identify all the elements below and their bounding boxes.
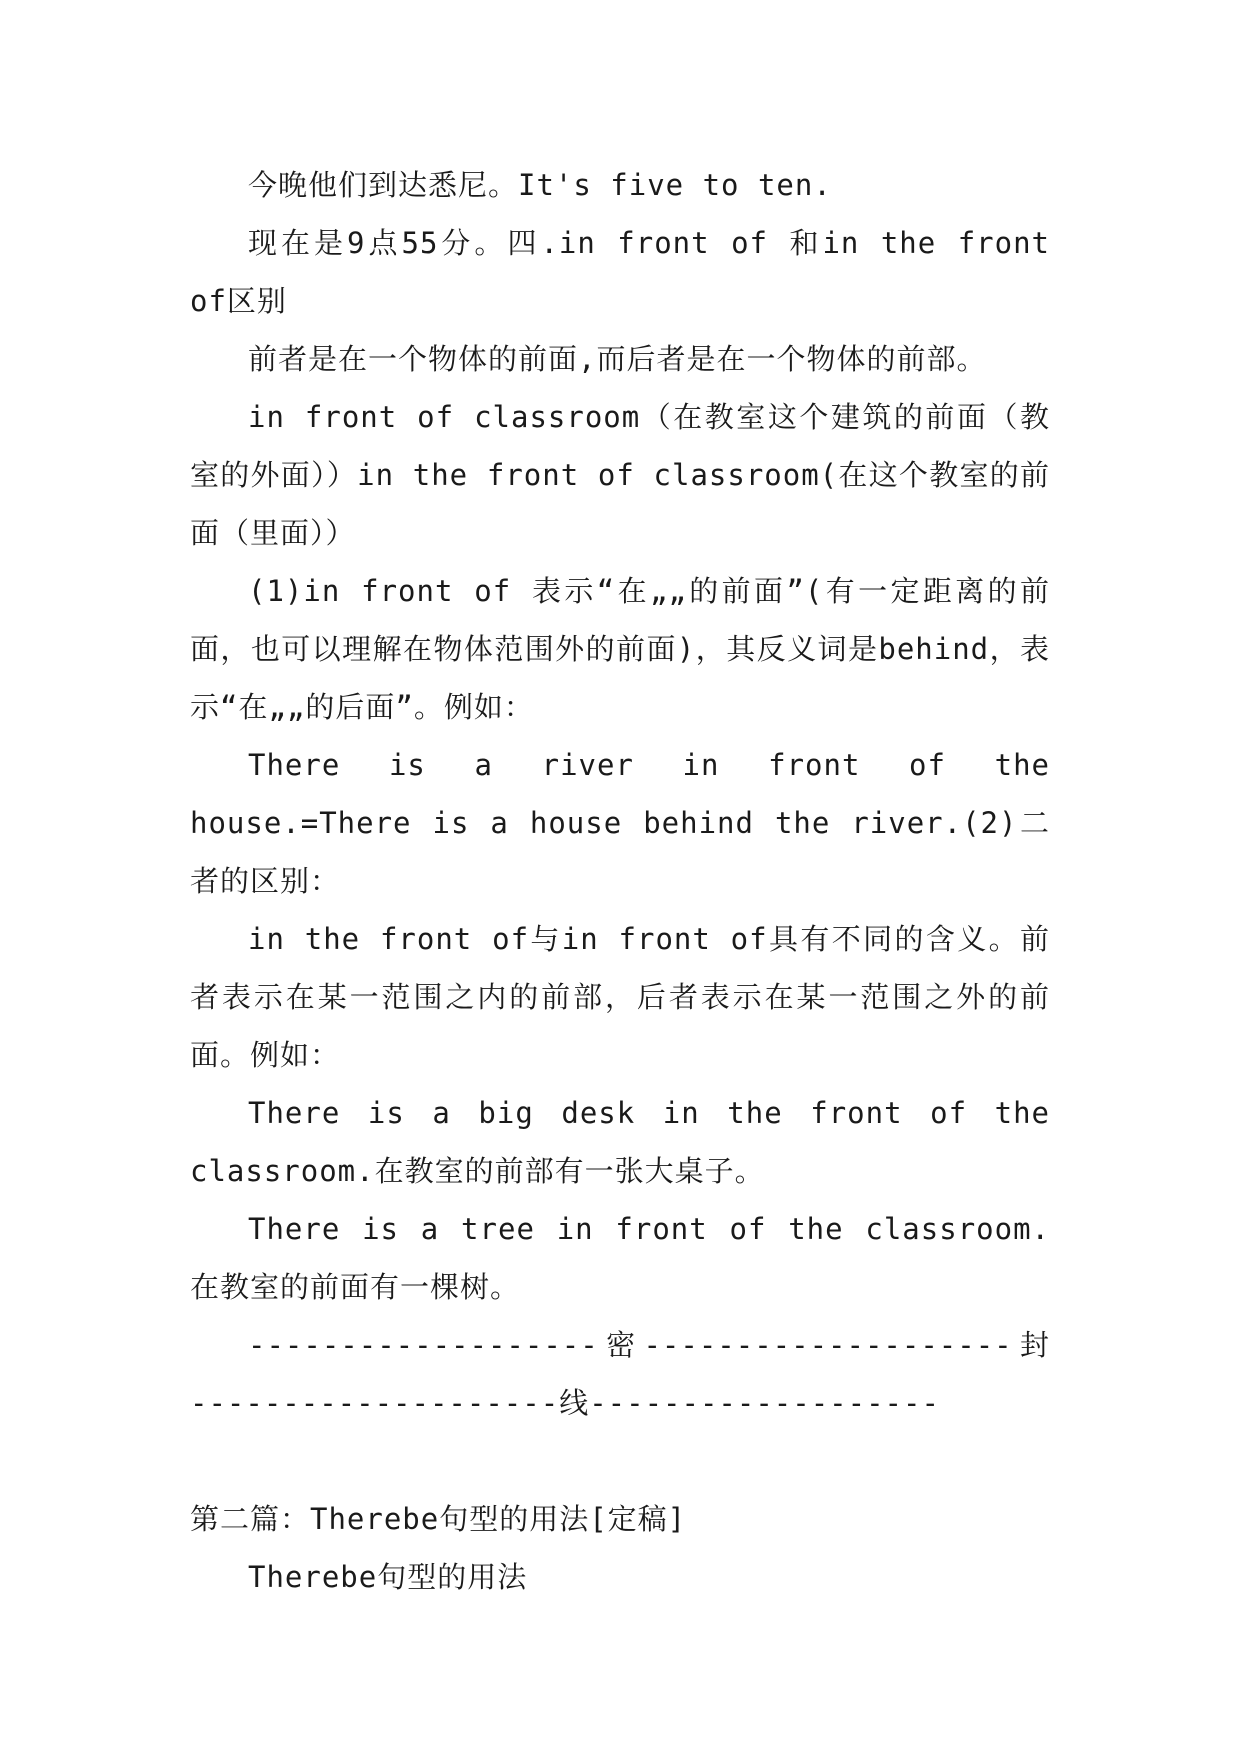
paragraph-7: in the front of与in front of具有不同的含义。前者表示在某一范围之内的前部，后者表示在某一范围之外的前面。例如： xyxy=(190,922,1050,1072)
paragraph-6: There is a river in front of the house.=There is a house behind the river.(2)二者的区别： xyxy=(190,748,1050,898)
separator-dashes-mid: -------------------- xyxy=(643,1328,1013,1362)
section-heading: 第二篇：Therebe句型的用法[定稿] xyxy=(190,1502,687,1536)
paragraph-1: 今晚他们到达悉尼。It's five to ten. xyxy=(248,168,832,202)
paragraph-3: 前者是在一个物体的前面,而后者是在一个物体的前部。 xyxy=(248,342,987,376)
paragraph-9: There is a tree in front of the classroom.在教室的前面有一棵树。 xyxy=(190,1212,1050,1304)
separator-mi-char: 密 xyxy=(606,1328,637,1362)
paragraph-2: 现在是9点55分。四.in front of 和in the front of区别 xyxy=(190,226,1050,318)
separator-feng-char: 封 xyxy=(1019,1328,1050,1362)
separator-line-2: --------------------线------------------- xyxy=(190,1386,940,1420)
spacer xyxy=(190,1432,1050,1490)
document-page xyxy=(190,156,1050,1606)
separator-dashes-left: ------------------- xyxy=(248,1328,599,1362)
paragraph-5: (1)in front of 表示“在„„的前面”(有一定距离的前面，也可以理解在物体范围外的前面)，其反义词是behind，表示“在„„的后面”。例如： xyxy=(190,574,1050,724)
paragraph-8: There is a big desk in the front of the classroom.在教室的前部有一张大桌子。 xyxy=(190,1096,1050,1188)
section-subtitle: Therebe句型的用法 xyxy=(248,1560,528,1594)
seal-line-separator xyxy=(190,1316,1050,1374)
paragraph-4: in front of classroom（在教室这个建筑的前面（教室的外面））in the front of classroom(在这个教室的前面（里面）） xyxy=(190,400,1050,550)
